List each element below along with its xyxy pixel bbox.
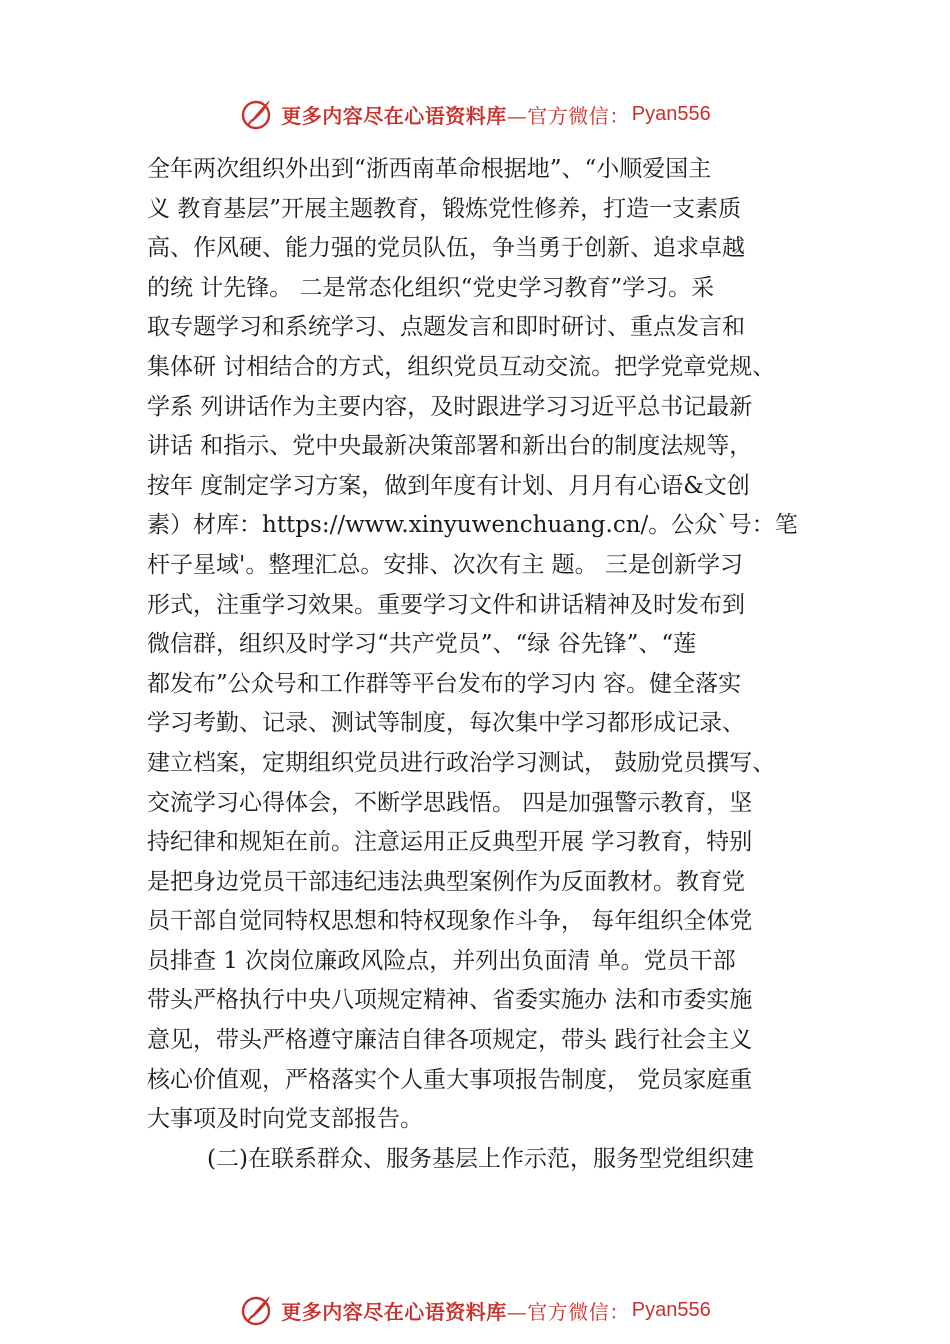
text-line: 素）材库：https://www.xinyuwenchuang.cn/。公众`号：笔 xyxy=(147,512,798,539)
text-line: 按年 度制定学习方案，做到年度有计划、月月有心语&文创 xyxy=(147,472,750,499)
text-line: 微信群，组织及时学习“共产党员”、“绿 谷先锋”、“莲 xyxy=(147,631,697,658)
watermark-tail-text: —官方微信： xyxy=(506,103,630,128)
text-line: 全年两次组织外出到“浙西南革命根据地”、“小顺爱国主 xyxy=(147,156,712,182)
text-line: 的统 计先锋。 二是常态化组织“党史学习教育”学习。采 xyxy=(147,274,715,301)
text-line: 交流学习心得体会，不断学思践悟。 四是加强警示教育，坚 xyxy=(147,789,753,816)
text-line: 建立档案，定期组织党员进行政治学习测试， 鼓励党员撰写、 xyxy=(147,749,776,776)
text-line: 学习考勤、记录、测试等制度，每次集中学习都形成记录、 xyxy=(147,710,745,737)
text-line: 核心价值观，严格落实个人重大事项报告制度， 党员家庭重 xyxy=(147,1066,753,1093)
text-line: 杆子星域'。整理汇总。安排、次次有主 题。 三是创新学习 xyxy=(147,551,743,578)
text-line: 义 教育基层”开展主题教育，锻炼党性修养，打造一支素质 xyxy=(147,195,742,222)
document-body xyxy=(147,150,847,1179)
watermark-lead-text: 更多内容尽在心语资料库 xyxy=(281,103,507,128)
watermark-account: Pyan556 xyxy=(631,1298,711,1321)
section-heading: (二)在联系群众、服务基层上作示范，服务型党组织建 xyxy=(207,1145,754,1172)
text-line: 员干部自觉同特权思想和特权现象作斗争， 每年组织全体党 xyxy=(147,908,753,935)
text-line: 讲话 和指示、党中央最新决策部署和新出台的制度法规等， xyxy=(147,433,753,460)
text-line: 集体研 讨相结合的方式，组织党员互动交流。把学党章党规、 xyxy=(147,353,776,380)
watermark-lead-text: 更多内容尽在心语资料库 xyxy=(281,1299,507,1324)
quill-circle-logo-icon xyxy=(239,96,275,132)
text-line: 取专题学习和系统学习、点题发言和即时研讨、重点发言和 xyxy=(147,314,745,341)
text-line: 都发布”公众号和工作群等平台发布的学习内 容。健全落实 xyxy=(147,670,742,697)
header-watermark xyxy=(0,94,950,134)
text-line: 意见，带头严格遵守廉洁自律各项规定，带头 践行社会主义 xyxy=(147,1027,753,1054)
quill-circle-logo-icon xyxy=(239,1292,275,1328)
text-line: 高、作风硬、能力强的党员队伍，争当勇于创新、追求卓越 xyxy=(147,235,745,262)
watermark-account: Pyan556 xyxy=(631,102,711,125)
text-line: 大事项及时向党支部报告。 xyxy=(147,1106,423,1133)
text-line: 学系 列讲话作为主要内容，及时跟进学习习近平总书记最新 xyxy=(147,393,753,420)
text-line: 员排查 1 次岗位廉政风险点，并列出负面清 单。党员干部 xyxy=(147,947,736,974)
text-line: 形式，注重学习效果。重要学习文件和讲话精神及时发布到 xyxy=(147,591,745,618)
text-line: 带头严格执行中央八项规定精神、省委实施办 法和市委实施 xyxy=(147,987,753,1014)
watermark-tail-text: —官方微信： xyxy=(506,1299,630,1324)
text-line: 持纪律和规矩在前。注意运用正反典型开展 学习教育，特别 xyxy=(147,829,753,856)
text-line: 是把身边党员干部违纪违法典型案例作为反面教材。教育党 xyxy=(147,868,745,895)
footer-watermark xyxy=(0,1290,950,1330)
